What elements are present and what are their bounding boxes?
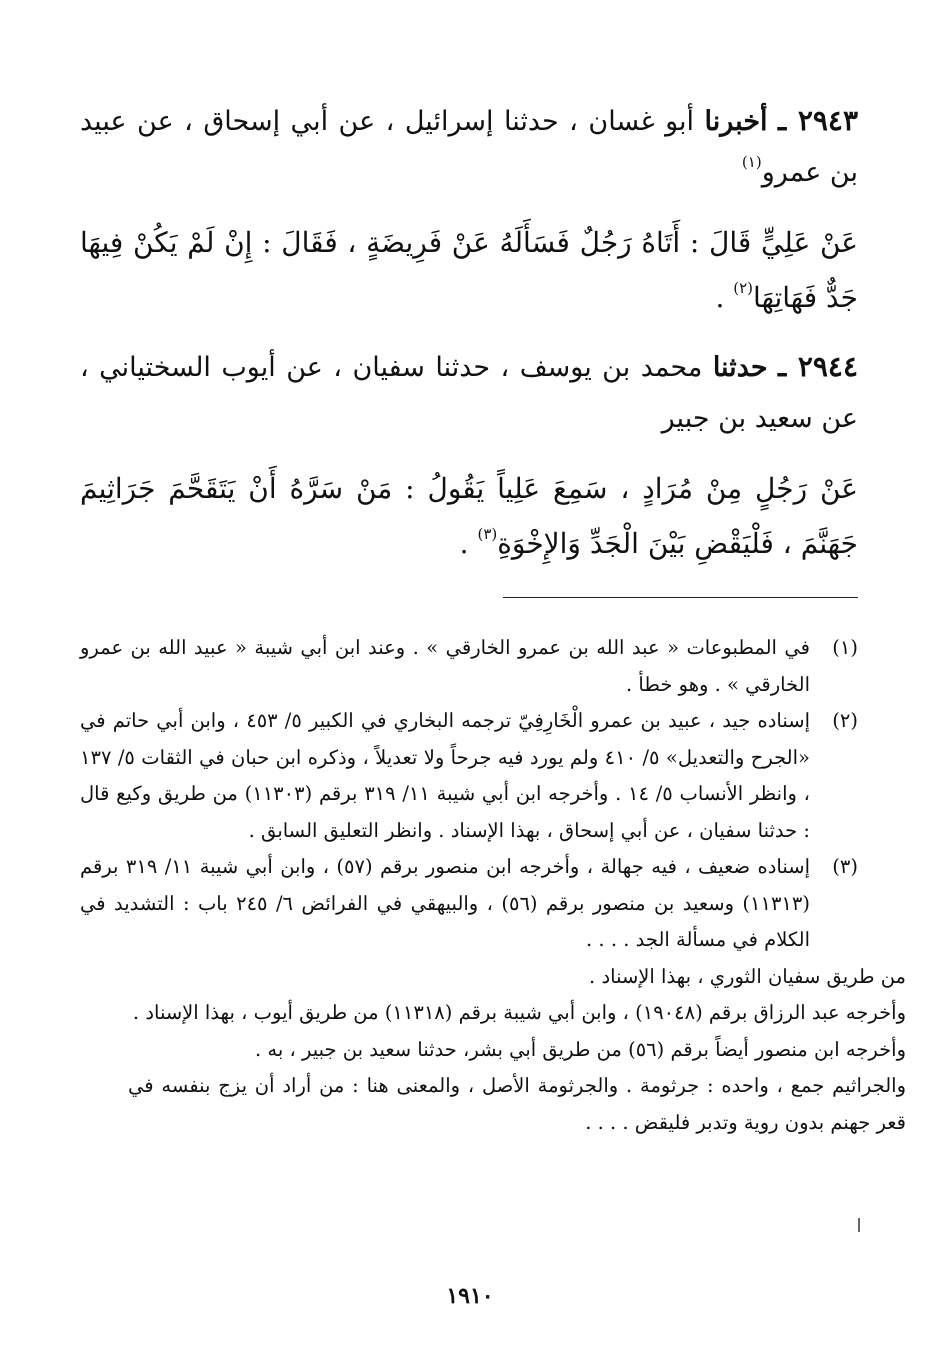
page-number: ١٩١٠	[446, 1283, 494, 1309]
footnote-number: (٢)	[832, 709, 858, 732]
footnote-text: في المطبوعات « عبد الله بن عمرو الخارقي » . وعند ابن أبي شيبة « عبيد الله بن عمرو الخارقي » . وهو خطأ .	[80, 636, 810, 696]
matn-text: عَنْ رَجُلٍ مِنْ مُرَادٍ ، سَمِعَ عَلِياً يَقُولُ : مَنْ سَرَّهُ أَنْ يَتَقَحَّمَ جَرَاثِيمَ جَهَنَّمَ ، فَلْيَقْضِ بَيْنَ الْجَدِّ وَالإِخْوَةِ	[80, 472, 858, 560]
isnad-text: أبو غسان ، حدثنا إسرائيل ، عن أبي إسحاق ، عن عبيد بن عمرو	[80, 106, 858, 188]
footnote-body	[80, 959, 906, 1142]
main-text	[80, 95, 858, 587]
hadith-2943-matn	[80, 215, 858, 325]
footnotes	[80, 630, 906, 1141]
footnote-body	[80, 703, 810, 849]
footnote-separator	[503, 597, 858, 598]
margin-mark	[858, 1218, 860, 1232]
narration-lead: حدثنا	[712, 352, 768, 383]
matn-text: عَنْ عَلِيٍّ قَالَ : أَتَاهُ رَجُلٌ فَسَأَلَهُ عَنْ فَرِيضَةٍ ، فَقَالَ : إِنْ لَمْ يَكُنْ فِيهَا جَدٌّ فَهَاتِهَا	[80, 226, 858, 314]
footnote-2	[80, 703, 858, 849]
footnote-number: (١)	[832, 636, 858, 659]
footnote-text: وأخرجه ابن منصور أيضاً برقم (٥٦) من طريق أبي بشر، حدثنا سعيد بن جبير ، به .	[255, 1037, 906, 1061]
footnote-ref[interactable]: (٣)	[477, 524, 498, 543]
footnote-text: إسناده جيد ، عبيد بن عمرو الْخَارِفِيّ ترجمه البخاري في الكبير ٥/ ٤٥٣ ، وابن أبي حاتم في «الجرح والتعديل» ٥/ ٤١٠ ولم يورد فيه جرحاً ولا تعديلاً ، وذكره ابن حبان في الثقات ٥/ ١٣٧ ، وانظر الأنساب ٥/ ١٤ . وأخرجه ابن أبي شيبة ١١/ ٣١٩ برقم (١١٣٠٣) من طريق وكيع قال : حدثنا سفيان ، عن أبي إسحاق ، بهذا الإسناد . وانظر التعليق السابق .	[80, 709, 810, 842]
hadith-number: ٢٩٤٣ ـ	[777, 104, 858, 137]
footnote-ref[interactable]: (٢)	[733, 278, 754, 297]
footnote-body	[80, 849, 810, 959]
footnote-number: (٣)	[832, 855, 858, 878]
footnote-text: من طريق سفيان الثوري ، بهذا الإسناد .	[589, 964, 906, 988]
footnote-3-continued	[80, 959, 906, 1142]
matn-end: .	[459, 527, 478, 560]
footnote-text: والجراثيم جمع ، واحده : جرثومة . والجرثومة الأصل ، والمعنى هنا : من أراد أن يزج بنفسه في قعر جهنم بدون روية وتدبر فليقض . . . .	[128, 1074, 906, 1134]
hadith-2943-isnad	[80, 95, 858, 198]
isnad-text: محمد بن يوسف ، حدثنا سفيان ، عن أيوب السختياني ، عن سعيد بن جبير	[80, 352, 858, 434]
footnote-text: إسناده ضعيف ، فيه جهالة ، وأخرجه ابن منصور برقم (٥٧) ، وابن أبي شيبة ١١/ ٣١٩ برقم (١١٣١٣) وسعيد بن منصور برقم (٥٦) ، والبيهقي في الفرائض ٦/ ٢٤٥ باب : التشديد في الكلام في مسألة الجد . . . .	[80, 855, 810, 951]
narration-lead: أخبرنا	[704, 106, 768, 137]
matn-end: .	[715, 281, 734, 314]
hadith-2944-isnad	[80, 341, 858, 444]
hadith-2944-matn	[80, 461, 858, 571]
footnote-text: وأخرجه عبد الرزاق برقم (١٩٠٤٨) ، وابن أبي شيبة برقم (١١٣١٨) من طريق أيوب ، بهذا الإسناد .	[132, 1001, 906, 1024]
hadith-number: ٢٩٤٤ ـ	[778, 350, 858, 383]
footnote-1	[80, 630, 858, 703]
footnote-3	[80, 849, 858, 959]
footnote-body	[80, 630, 810, 703]
footnote-ref[interactable]: (١)	[741, 153, 762, 171]
